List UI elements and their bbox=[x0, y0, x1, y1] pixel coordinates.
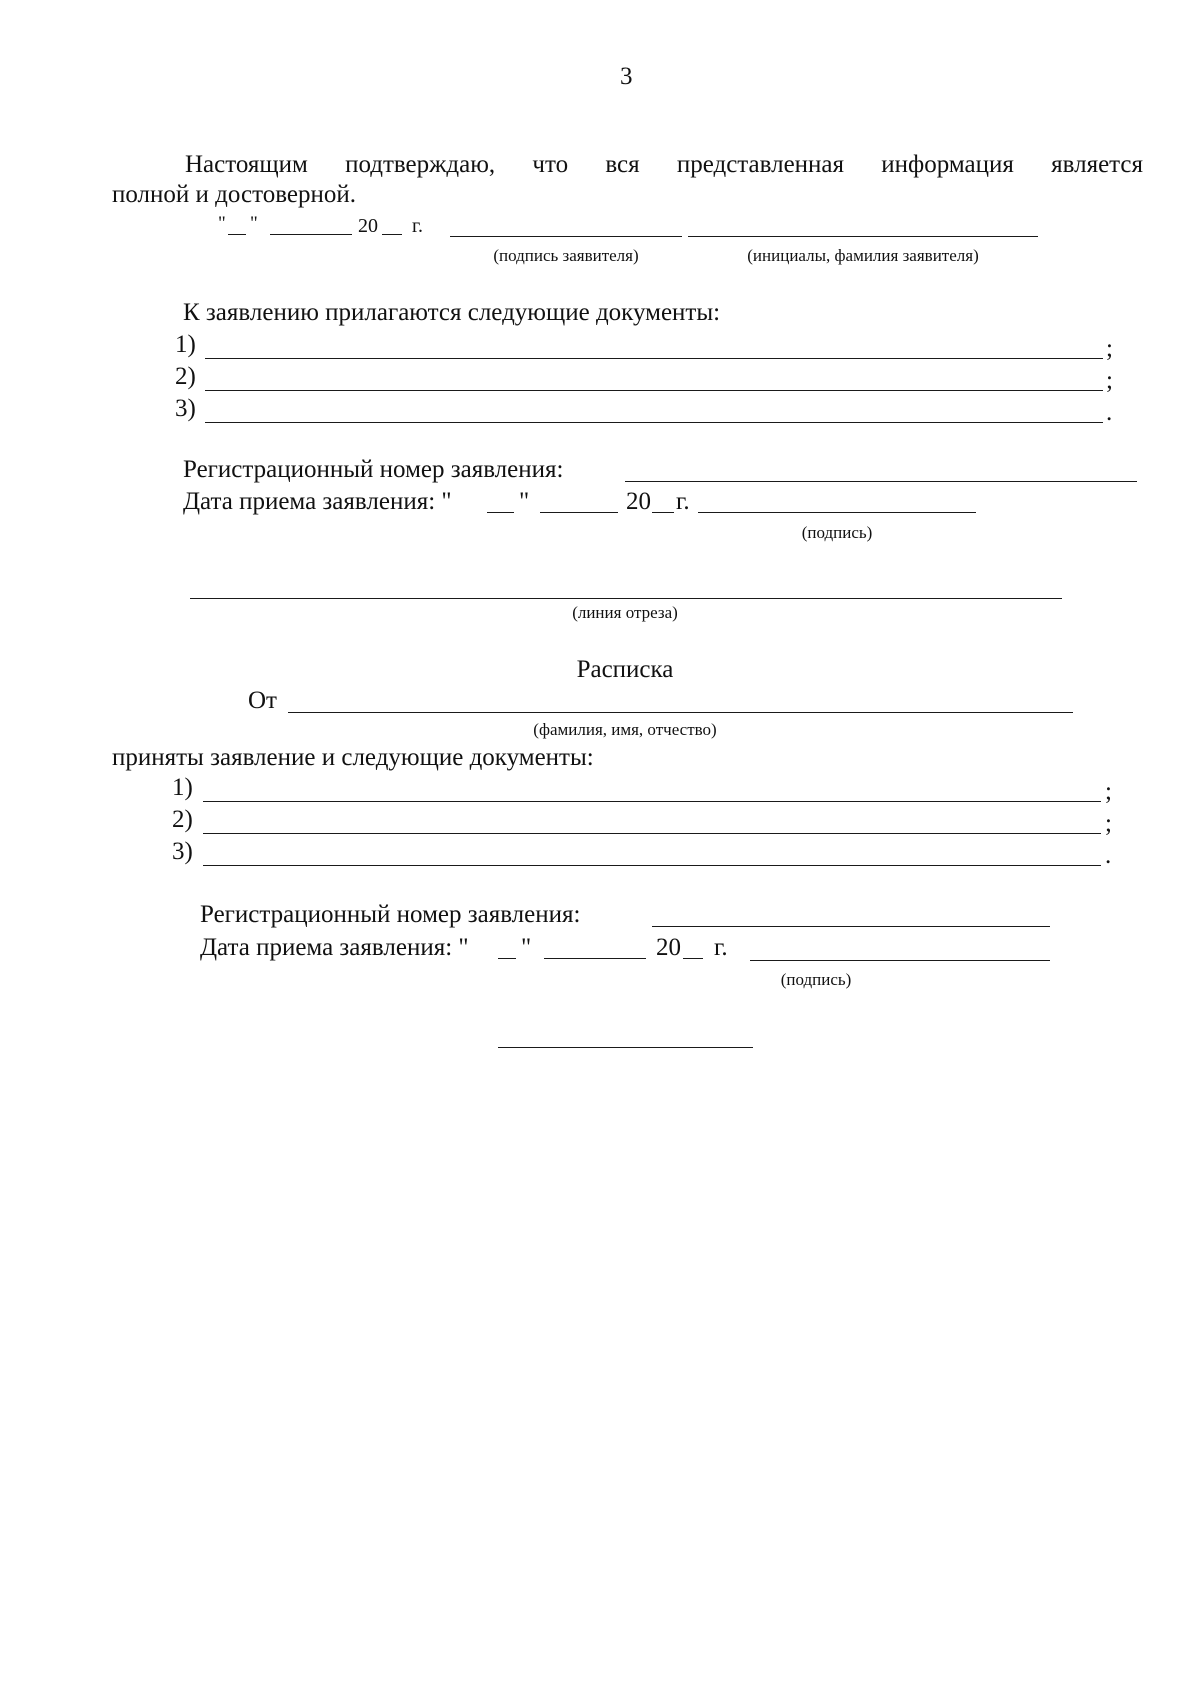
receipt-signature-caption: (подпись) bbox=[780, 970, 852, 989]
registration-year-suffix: г. bbox=[676, 488, 690, 515]
receipt-from-field[interactable] bbox=[288, 712, 1073, 713]
registration-date-quote-close: " bbox=[519, 488, 530, 515]
registration-day-field[interactable] bbox=[487, 512, 514, 513]
applicant-name-caption: (инициалы, фамилия заявителя) bbox=[747, 246, 979, 265]
registration-date-label: Дата приема заявления: " bbox=[183, 488, 452, 515]
receipt-item-end-2: ; bbox=[1105, 810, 1112, 837]
confirmation-year-suffix: г. bbox=[412, 215, 423, 237]
receipt-year-suffix: г. bbox=[714, 934, 728, 961]
cut-line-caption: (линия отреза) bbox=[572, 603, 678, 622]
receipt-year-prefix: 20 bbox=[656, 934, 681, 961]
attachment-end-1: ; bbox=[1106, 335, 1113, 362]
receipt-item-number-2: 2) bbox=[172, 806, 193, 833]
receipt-month-field[interactable] bbox=[544, 958, 646, 959]
page-number: 3 bbox=[620, 63, 633, 90]
confirmation-year-field[interactable] bbox=[382, 234, 402, 235]
receipt-item-field-3[interactable] bbox=[203, 865, 1101, 866]
confirmation-text-line1: Настоящим подтверждаю, что вся представленная информация является bbox=[185, 151, 1143, 178]
registration-month-field[interactable] bbox=[540, 512, 618, 513]
registration-signature-caption: (подпись) bbox=[801, 523, 873, 542]
receipt-title: Расписка bbox=[576, 656, 674, 683]
confirmation-text-line2: полной и достоверной. bbox=[112, 181, 356, 208]
receipt-item-field-1[interactable] bbox=[203, 801, 1101, 802]
receipt-number-field[interactable] bbox=[652, 926, 1050, 927]
registration-number-label: Регистрационный номер заявления: bbox=[183, 456, 564, 483]
receipt-accepted-text: приняты заявление и следующие документы: bbox=[112, 744, 594, 771]
attachment-number-3: 3) bbox=[175, 395, 196, 422]
registration-signature-field[interactable] bbox=[698, 512, 976, 513]
confirmation-day-field[interactable] bbox=[228, 234, 246, 235]
receipt-item-number-1: 1) bbox=[172, 774, 193, 801]
cut-line bbox=[190, 598, 1062, 599]
attachment-end-2: ; bbox=[1106, 367, 1113, 394]
receipt-item-end-1: ; bbox=[1105, 778, 1112, 805]
receipt-signature-field[interactable] bbox=[750, 960, 1050, 961]
confirmation-date-quote-open: " bbox=[218, 213, 226, 234]
confirmation-year-prefix: 20 bbox=[358, 215, 378, 237]
confirmation-month-field[interactable] bbox=[270, 234, 352, 235]
attachment-field-3[interactable] bbox=[205, 422, 1103, 423]
receipt-date-label: Дата приема заявления: " bbox=[200, 934, 469, 961]
attachments-heading: К заявлению прилагаются следующие документы: bbox=[183, 299, 721, 326]
attachment-number-1: 1) bbox=[175, 331, 196, 358]
applicant-signature-field[interactable] bbox=[450, 236, 682, 237]
receipt-item-end-3: . bbox=[1105, 842, 1112, 869]
attachment-field-1[interactable] bbox=[205, 358, 1103, 359]
receipt-from-label: От bbox=[248, 687, 277, 714]
attachment-end-3: . bbox=[1106, 399, 1113, 426]
applicant-signature-caption: (подпись заявителя) bbox=[493, 246, 639, 265]
receipt-from-caption: (фамилия, имя, отчество) bbox=[533, 720, 717, 739]
confirmation-date-quote-close: " bbox=[250, 213, 258, 234]
registration-year-prefix: 20 bbox=[626, 488, 651, 515]
attachment-number-2: 2) bbox=[175, 363, 196, 390]
receipt-day-field[interactable] bbox=[498, 958, 516, 959]
registration-year-field[interactable] bbox=[652, 512, 674, 513]
receipt-item-field-2[interactable] bbox=[203, 833, 1101, 834]
receipt-item-number-3: 3) bbox=[172, 838, 193, 865]
registration-number-field[interactable] bbox=[625, 481, 1137, 482]
receipt-date-quote-close: " bbox=[521, 934, 532, 961]
attachment-field-2[interactable] bbox=[205, 390, 1103, 391]
applicant-name-field[interactable] bbox=[688, 236, 1038, 237]
receipt-year-field[interactable] bbox=[683, 958, 703, 959]
closing-rule bbox=[498, 1047, 753, 1048]
receipt-number-label: Регистрационный номер заявления: bbox=[200, 901, 581, 928]
